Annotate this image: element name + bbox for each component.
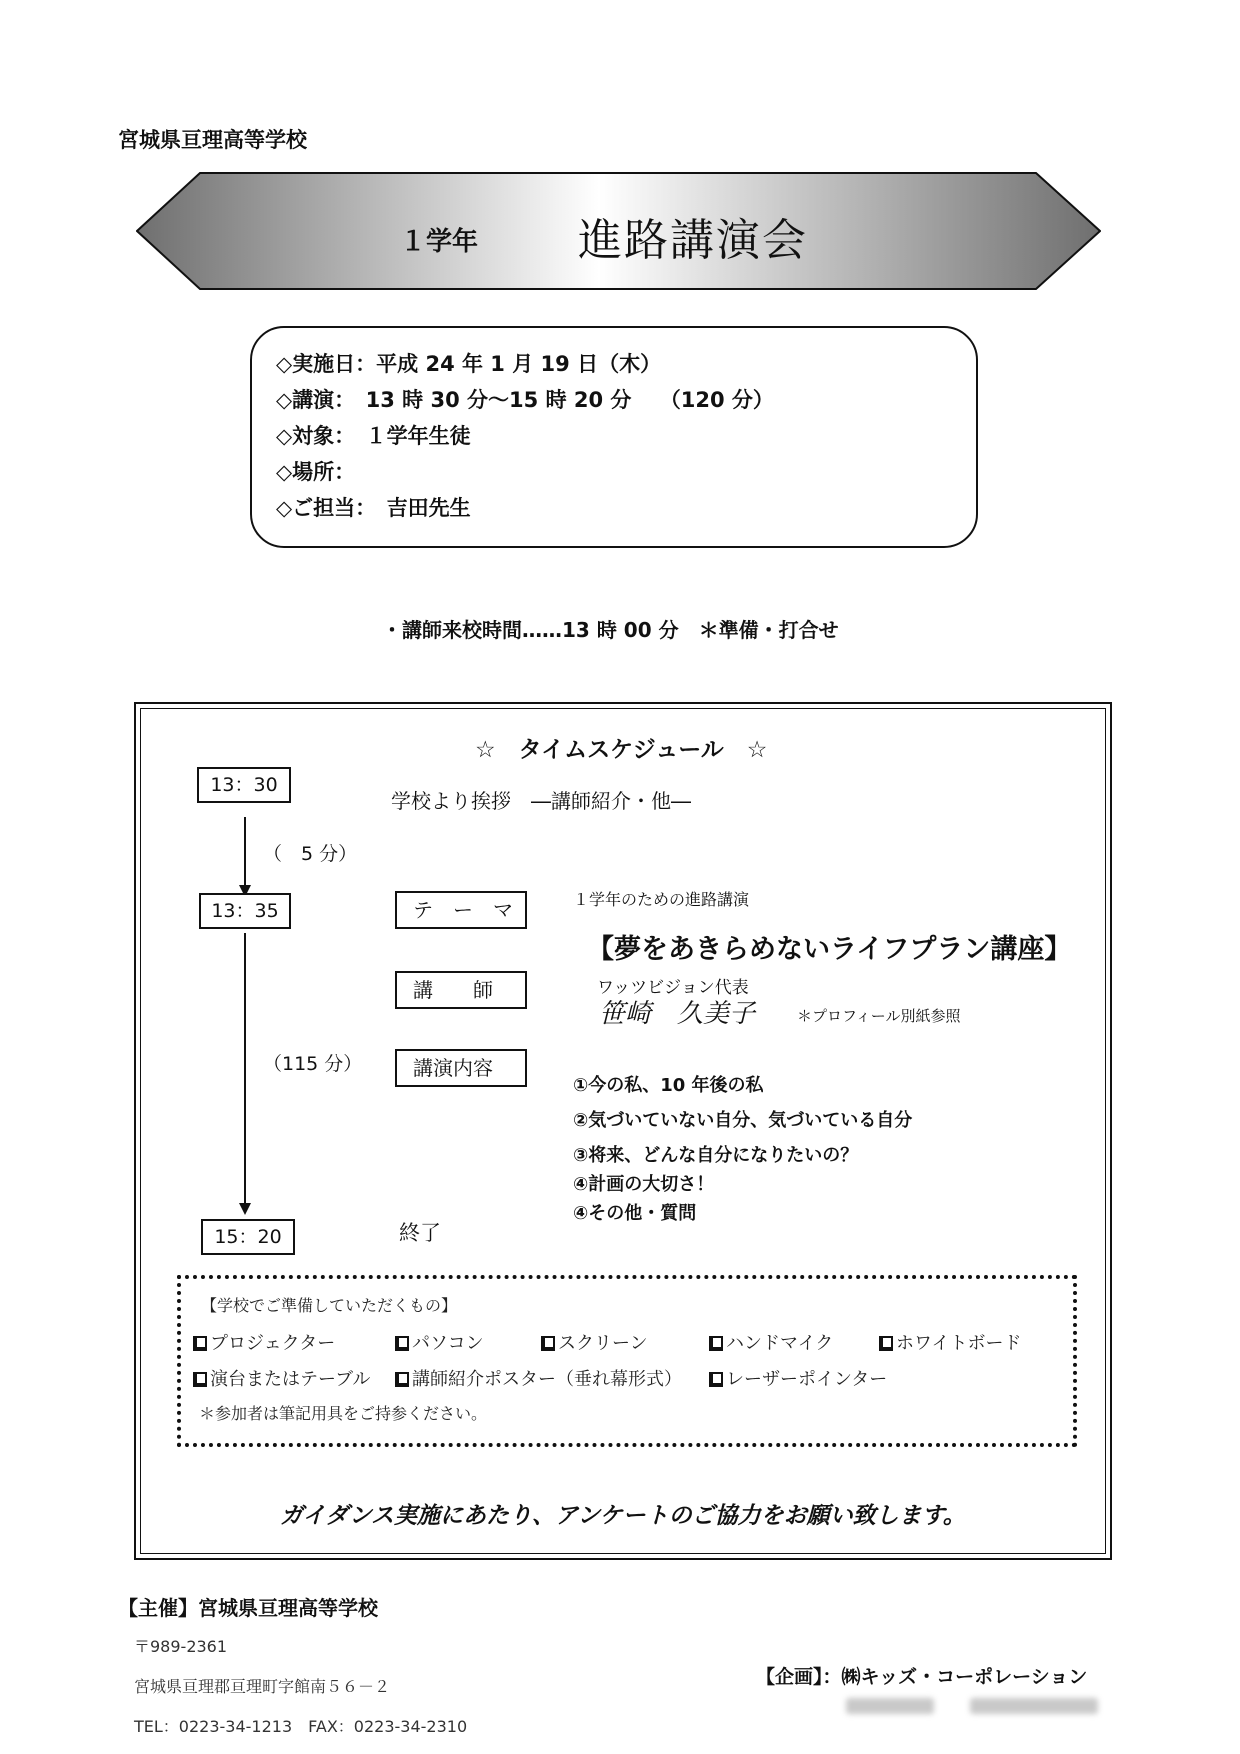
footer-postal-code: 〒989-2361 xyxy=(134,1637,228,1656)
duration-5min: （ 5 分） xyxy=(263,843,358,865)
preparation-note: ＊参加者は筆記用具をご持参ください。 xyxy=(199,1404,488,1423)
label-lecturer: 講 師 xyxy=(395,971,527,1009)
event-info-box xyxy=(250,326,978,548)
checkbox-icon xyxy=(879,1336,893,1351)
info-contact: ◇ご担当： 吉田先生 xyxy=(276,496,471,520)
time-15-20: 15：20 xyxy=(201,1219,295,1255)
prep-item-pc: パソコン xyxy=(395,1329,484,1355)
footer-organizer: 【主催】宮城県亘理高等学校 xyxy=(118,1596,378,1620)
lecturer-name: 笹崎 久美子 xyxy=(599,999,756,1029)
banner-grade: １学年 xyxy=(400,227,479,257)
schedule-heading: ☆ タイムスケジュール ☆ xyxy=(475,737,768,763)
checkbox-icon xyxy=(193,1336,207,1351)
content-item: ②気づいていない自分、気づいている自分 xyxy=(573,1110,913,1131)
time-13-30: 13：30 xyxy=(197,767,291,803)
blurred-contact-phone xyxy=(970,1698,1098,1714)
info-lecture-time: ◇講演： 13 時 30 分～15 時 20 分 （120 分） xyxy=(276,388,774,412)
footer-planner: 【企画】：㈱キッズ・コーポレーション xyxy=(756,1666,1088,1688)
time-schedule-inner xyxy=(140,708,1106,1554)
lecturer-profile-note: ＊プロフィール別紙参照 xyxy=(797,1007,961,1025)
content-item: ④その他・質問 xyxy=(573,1203,697,1224)
prep-item-projector: プロジェクター xyxy=(193,1329,335,1355)
checkbox-icon xyxy=(541,1336,555,1351)
prep-item-whiteboard: ホワイトボード xyxy=(879,1329,1021,1355)
checkbox-icon xyxy=(193,1372,207,1387)
closing-message: ガイダンス実施にあたり、アンケートのご協力をお願い致します。 xyxy=(280,1503,966,1529)
lecturer-organization: ワッツビジョン代表 xyxy=(597,978,749,998)
content-item: ③将来、どんな自分になりたいの？ xyxy=(573,1145,859,1166)
checkbox-icon xyxy=(709,1372,723,1387)
footer-tel-fax: TEL：0223-34-1213 FAX：0223-34-2310 xyxy=(134,1717,468,1736)
time-schedule-frame xyxy=(134,702,1112,1560)
time-13-35: 13：35 xyxy=(199,893,291,929)
preparation-heading: 【学校でご準備していただくもの】 xyxy=(201,1296,458,1315)
info-date: ◇実施日：平成 24 年 1 月 19 日（木） xyxy=(276,352,662,376)
theme-title: 【夢をあきらめないライフプラン講座】 xyxy=(587,934,1072,965)
preparation-box xyxy=(177,1275,1077,1447)
content-item: ④計画の大切さ！ xyxy=(573,1174,715,1195)
prep-item-hand-mic: ハンドマイク xyxy=(709,1329,833,1355)
prep-item-screen: スクリーン xyxy=(541,1329,648,1355)
school-name: 宮城県亘理高等学校 xyxy=(118,128,307,152)
prep-item-laser-pointer: レーザーポインター xyxy=(709,1365,887,1391)
checkbox-icon xyxy=(709,1336,723,1351)
banner-title: 進路講演会 xyxy=(578,215,808,266)
greeting-text: 学校より挨拶 ―講師紹介・他― xyxy=(391,789,691,813)
theme-subtitle: １学年のための進路講演 xyxy=(573,890,750,909)
blurred-contact-name xyxy=(846,1698,934,1714)
info-target: ◇対象： １学年生徒 xyxy=(276,424,471,448)
footer-address: 宮城県亘理郡亘理町字館南５６－２ xyxy=(134,1677,391,1696)
label-content: 講演内容 xyxy=(395,1049,527,1087)
prep-item-poster: 講師紹介ポスター（垂れ幕形式） xyxy=(395,1365,682,1391)
label-theme: テ ー マ xyxy=(395,891,527,929)
end-text: 終了 xyxy=(399,1221,441,1245)
checkbox-icon xyxy=(395,1336,409,1351)
prep-item-podium: 演台またはテーブル xyxy=(193,1365,370,1391)
lecturer-arrival-note: ・講師来校時間‥‥‥13 時 00 分 ＊準備・打合せ xyxy=(382,618,839,642)
checkbox-icon xyxy=(395,1372,409,1387)
info-place: ◇場所： xyxy=(276,460,356,484)
content-item: ①今の私、10 年後の私 xyxy=(573,1075,764,1096)
duration-115min: （115 分） xyxy=(263,1053,363,1075)
